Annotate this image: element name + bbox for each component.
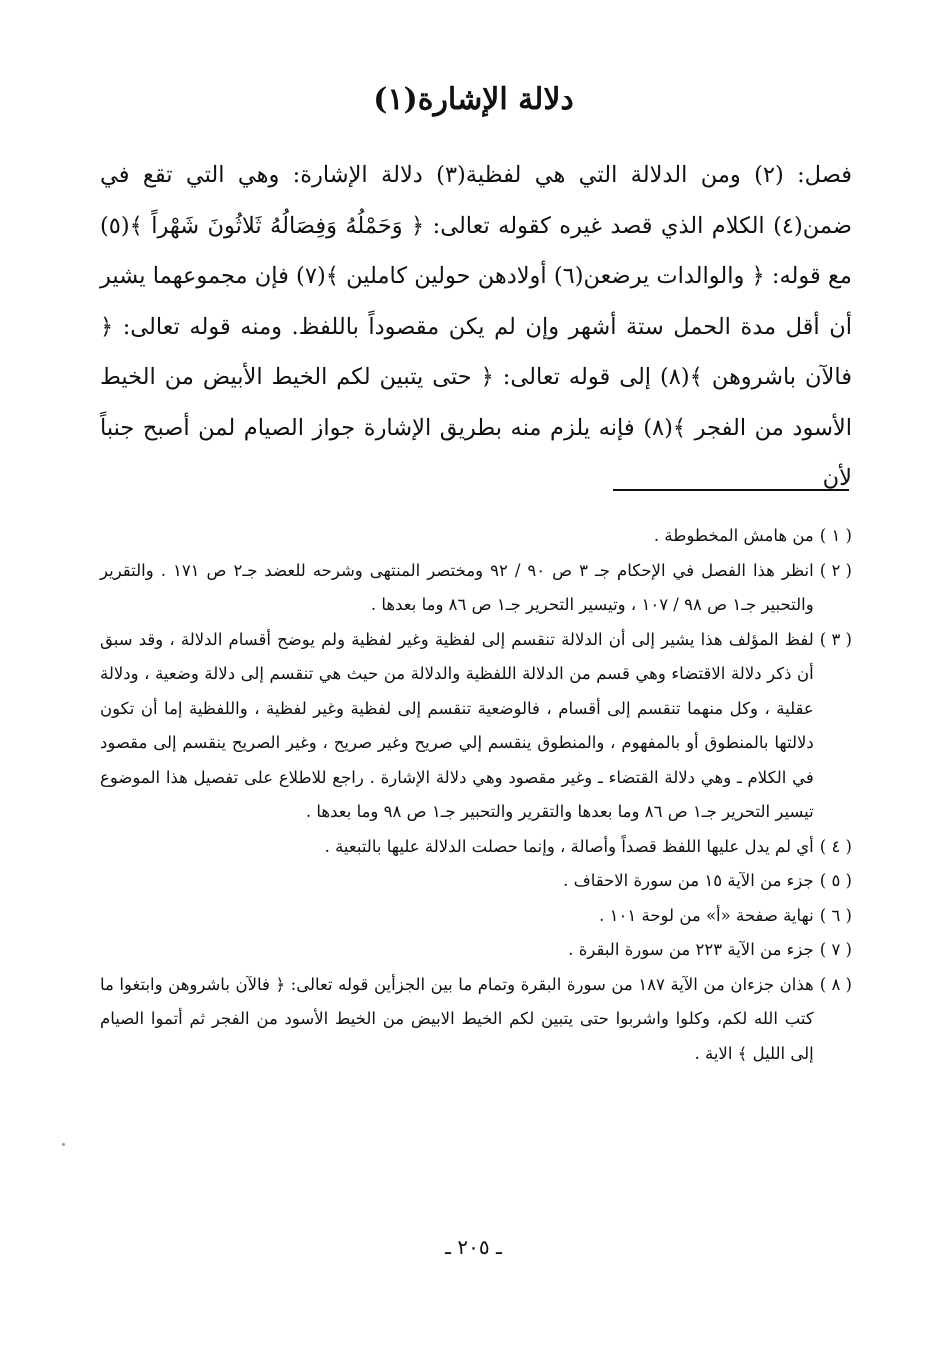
footnotes — [100, 519, 852, 1071]
footnote-number: ( ١ ) — [819, 526, 852, 545]
page-number: ـ ٢٠٥ ـ — [445, 1235, 502, 1259]
footnote-number: ( ٨ ) — [819, 974, 852, 994]
main-paragraph: فصل: (٢) ومن الدلالة التي هي لفظية(٣) دلالة الإشارة: وهي التي تقع في ضمن(٤) الكلام الذي قصد غيره كقوله تعالى: ﴿ وَحَمْلُهُ وَفِصَالُهُ ثَلاثُونَ شَهْراً ﴾(٥) مع قوله: ﴿ والوالدات يرضعن(٦) أولادهن حولين كاملين ﴾(٧) فإن مجموعهما يشير أن أقل مدة الحمل ستة أشهر وإن لم يكن مقصوداً باللفظ. ومنه قوله تعالى: ﴿ فالآن باشروهن ﴾(٨) إلى قوله تعالى: ﴿ حتى يتبين لكم الخيط الأبيض من الخيط الأسود من الفجر ﴾(٨) فإنه يلزم منه بطريق الإشارة جواز الصيام لمن أصبح جنباً لأن — [100, 162, 852, 491]
footnote-number: ( ٧ ) — [819, 940, 852, 959]
footnote-3 — [100, 623, 852, 830]
footnote-text: أي لم يدل عليها اللفظ قصداً وأصالة ، وإنما حصلت الدلالة عليها بالتبعية . — [324, 836, 814, 856]
footnote-5 — [100, 864, 852, 899]
footnote-number: ( ٥ ) — [819, 871, 852, 890]
footnote-2 — [100, 554, 852, 623]
scan-speck — [62, 1143, 65, 1146]
footnote-text: جزء من الآية ٢٢٣ من سورة البقرة . — [568, 940, 814, 959]
footnote-number: ( ٢ ) — [819, 560, 852, 580]
footnote-1 — [100, 519, 852, 554]
footnote-number: ( ٣ ) — [819, 629, 852, 649]
footnote-4 — [100, 830, 852, 865]
footnote-number: ( ٤ ) — [819, 836, 852, 856]
footnote-number: ( ٦ ) — [819, 905, 852, 925]
footnote-text: لفظ المؤلف هذا يشير إلى أن الدلالة تنقسم إلى لفظية وغير لفظية ولم يوضح أقسام الدلالة ، وقد سبق أن ذكر دلالة الاقتضاء وهي قسم من الدلالة اللفظية والدلالة من حيث هي تنقسم إلى دلالة وضعية ، ودلالة عقلية ، وكل منهما تنقسم إلى أقسام ، فالوضعية تنقسم إلى لفظية وغير لفظية ، واللفظية إما أن تكون دلالتها بالمنطوق أو بالمفهوم ، والمنطوق ينقسم إلي صريح وغير صريح ، وغير الصريح ينقسم إلى مقصود في الكلام ـ وهي دلالة القتضاء ـ وغير مقصود وهي دلالة الإشارة . راجع للاطلاع على تفصيل هذا الموضوع تيسير التحرير جـ١ ص ٨٦ وما بعدها والتقرير والتحبير جـ١ ص ٩٨ وما بعدها . — [100, 629, 814, 821]
footnote-8 — [100, 968, 852, 1072]
footnote-6 — [100, 899, 852, 934]
footnote-separator — [613, 489, 849, 491]
footnote-text: انظر هذا الفصل في الإحكام جـ ٣ ص ٩٠ / ٩٢ ومختصر المنتهى وشرحه للعضد جـ٢ ص ١٧١ . والتقرير والتحبير جـ١ ص ٩٨ / ١٠٧ ، وتيسير التحرير جـ١ ص ٨٦ وما بعدها . — [100, 560, 814, 614]
main-text-block — [100, 150, 852, 504]
footnote-text: نهاية صفحة «أ» من لوحة ١٠١ . — [599, 905, 814, 925]
footnote-text: جزء من الآية ١٥ من سورة الاحقاف . — [563, 871, 814, 890]
footnote-text: هذان جزءان من الآية ١٨٧ من سورة البقرة وتمام ما بين الجزأين قوله تعالى: ﴿ فالآن باشروهن وابتغوا ما كتب الله لكم، وكلوا واشربوا حتى يتبين لكم الخيط الابيض من الخيط الأسود من الفجر ثم أتموا الصيام إلى الليل ﴾ الاية . — [100, 974, 814, 1063]
footnote-7 — [100, 933, 852, 968]
footnote-text: من هامش المخطوطة . — [653, 526, 814, 545]
page-title: دلالة الإشارة(١) — [373, 82, 574, 117]
